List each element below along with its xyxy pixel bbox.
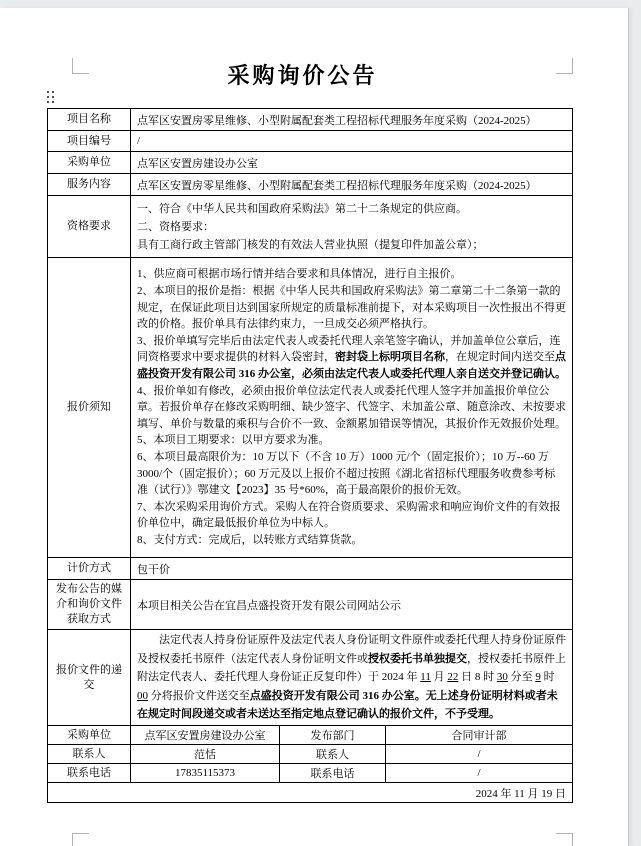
service-value: 点军区安置房零星维修、小型附属配套类工程招标代理服务年度采购（2024-2025）: [131, 174, 573, 196]
row-contact-unit: [48, 726, 573, 745]
row-project-no: [48, 131, 573, 152]
contact-phone-left-value: 17835115373: [131, 764, 280, 783]
media-label: 发布公告的媒介和询价文件获取方式: [48, 580, 131, 630]
pricing-value: 包干价: [131, 558, 573, 580]
purchaser-label: 采购单位: [48, 152, 131, 174]
row-contact-phone: [48, 764, 573, 783]
notice-content: 1、供应商可根据市场行情并结合要求和具体情况，进行自主报价。 2、本项目的报价是指：根据《中华人民共和国政府采购法》第二章第二十二条第一款的规定，在保证此项目达到国家所规定的质量标准前提下，对本采购项目一次性报出不得更改的价格。报价单具有法律约束力，一旦成交必须严格执行。 3、报价单填写完毕后由法定代表人或委托代理人亲笔签字确认，并加盖单位公章后，连同资格要求中要求提供的材料入袋密封，密封袋上标明项目名称，在规定时间内送交至点盛投资开发有限公司 316 办公室，必须由法定代表人或委托代理人亲自送交并登记确认。 4、报价单如有修改，必须由报价单位法定代表人或委托代理人签字并加盖报价单位公章。若报价单存在修改采购明细、缺少签字、代签字、未加盖公章、随意涂改、未按要求填写、单价与数量的乘积与合价不一致、金额累加错误等情况，其报价作无效报价处理。 5、本项目工期要求：以甲方要求为准。 6、本项目最高限价为：10 万以下（不含 10 万）1000 元/个（固定报价）；10 万--60 万 3000/个（固定报价）；60 万元及以上报价不超过按照《湖北省招标代理服务收费参考标准（试行）》鄂建文【2023】35 号*60%，高于最高限价的报价无效。 7、本次采购采用询价方式。采购人在符合资质要求、采购需求和响应询价文件的有效报价单位中，确定最低报价单位为中标人。 8、支付方式：完成后，以转账方式结算货款。: [131, 258, 573, 558]
qualification-label: 资格要求: [48, 196, 131, 258]
margin-crop-mark-bottom-right: [556, 833, 573, 846]
contact-person-left-label: 联系人: [48, 745, 131, 764]
contact-person-right-value: /: [386, 745, 573, 764]
contact-person-left-value: 范恬: [131, 745, 280, 764]
row-footer-date: [48, 783, 573, 803]
contact-person-right-label: 联系人: [280, 745, 386, 764]
media-value: 本项目相关公告在宜昌点盛投资开发有限公司网站公示: [131, 580, 573, 630]
project-no-label: 项目编号: [48, 131, 131, 152]
qualification-content: 一、符合《中华人民共和国政府采购法》第二十二条规定的供应商。 二、资格要求： 具有工商行政主管部门核发的有效法人营业执照（提复印件加盖公章）；: [131, 196, 573, 258]
document-page: [0, 8, 628, 846]
page-title: 采购询价公告: [227, 63, 378, 88]
project-name-label: 项目名称: [48, 109, 131, 131]
margin-crop-mark-bottom-left: [72, 833, 89, 846]
contact-unit-label: 采购单位: [48, 726, 131, 745]
announcement-table: [47, 108, 573, 803]
row-pricing: [48, 558, 573, 580]
submission-label: 报价文件的递交: [48, 630, 131, 726]
project-name-value: 点军区安置房零星维修、小型附属配套类工程招标代理服务年度采购（2024-2025）: [131, 109, 573, 131]
submission-content: 法定代表人持身份证原件及法定代表人身份证明文件原件或委托代理人持身份证原件及授权委托书原件（法定代表人身份证明文件或授权委托书单独提交，授权委托书原件上附法定代表人、委托代理人身份证正反复印件）于 2024 年 11 月 22 日 8 时 30 分至 9 时 00 分将报价文件送交至点盛投资开发有限公司 316 办公室。无上述身份证明材料或者未在规定时间段递交或者未送达至指定地点登记确认的报价文件，不予受理。: [131, 630, 573, 726]
contact-dept-value: 合同审计部: [386, 726, 573, 745]
contact-phone-right-value: /: [386, 764, 573, 783]
contact-unit-value: 点军区安置房建设办公室: [131, 726, 280, 745]
footer-date: 2024 年 11 月 19 日: [48, 783, 573, 803]
table-move-handle-icon[interactable]: [47, 91, 54, 103]
row-purchaser: [48, 152, 573, 174]
row-notice: [48, 258, 573, 558]
row-submission: [48, 630, 573, 726]
purchaser-value: 点军区安置房建设办公室: [131, 152, 573, 174]
row-media: [48, 580, 573, 630]
contact-dept-label: 发布部门: [280, 726, 386, 745]
notice-label: 报价须知: [48, 258, 131, 558]
project-no-value: /: [131, 131, 573, 152]
contact-phone-right-label: 联系电话: [280, 764, 386, 783]
row-service: [48, 174, 573, 196]
row-contact-person: [48, 745, 573, 764]
row-project-name: [48, 109, 573, 131]
row-qualification: [48, 196, 573, 258]
contact-phone-left-label: 联系电话: [48, 764, 131, 783]
pricing-label: 计价方式: [48, 558, 131, 580]
service-label: 服务内容: [48, 174, 131, 196]
